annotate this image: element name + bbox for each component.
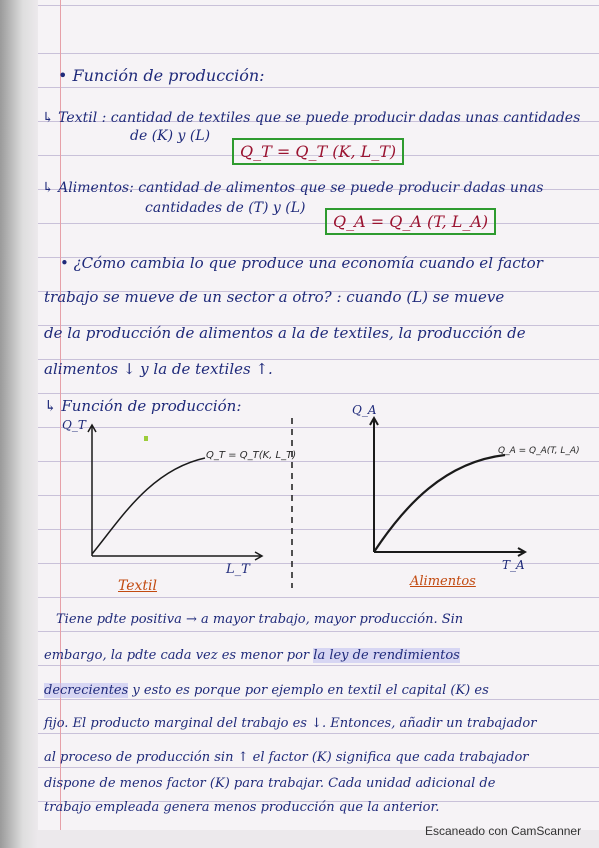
alimentos-formula-box: Q_A = Q_A (T, L_A) xyxy=(325,208,496,235)
left-curve-label: Q_T = Q_T(K, L_T) xyxy=(206,450,297,461)
alimentos-line-1: ↳ Alimentos: cantidad de alimentos que se puede producir dadas unas xyxy=(42,180,544,196)
right-curve-label: Q_A = Q_A(T, L_A) xyxy=(498,446,580,456)
explanation-line-2-text: embargo, la pdte cada vez es menor por xyxy=(44,648,310,663)
explanation-line-7: trabajo empleada genera menos producción que la anterior. xyxy=(44,800,440,815)
scanner-watermark: Escaneado con CamScanner xyxy=(425,824,582,838)
right-graph-caption: Alimentos xyxy=(410,574,476,589)
subheading: ↳ Función de producción: xyxy=(44,397,242,415)
alimentos-line-2: cantidades de (T) y (L) xyxy=(145,200,306,216)
left-graph-caption: Textil xyxy=(118,578,158,594)
right-y-axis-label: Q_A xyxy=(352,403,377,417)
textil-line-1: ↳ Textil : cantidad de textiles que se puede producir dadas unas cantidades xyxy=(42,110,581,126)
left-x-axis-label: L_T xyxy=(226,562,250,577)
question-line-4: alimentos ↓ y la de textiles ↑. xyxy=(44,360,273,378)
left-y-axis-label: Q_T xyxy=(62,418,86,432)
explanation-line-2 xyxy=(44,648,460,663)
explanation-line-5: al proceso de producción sin ↑ el factor (K) significa que cada trabajador xyxy=(44,750,529,765)
right-x-axis-label: T_A xyxy=(502,558,525,572)
explanation-line-3 xyxy=(44,683,489,698)
textil-line-2: de (K) y (L) xyxy=(130,128,211,144)
explanation-line-3-text: y esto es porque por ejemplo en textil el capital (K) es xyxy=(128,683,489,698)
textil-formula-box: Q_T = Q_T (K, L_T) xyxy=(232,138,404,165)
question-line-1: • ¿Cómo cambia lo que produce una economía cuando el factor xyxy=(60,254,543,272)
page-heading: • Función de producción: xyxy=(58,66,265,85)
explanation-line-4: fijo. El producto marginal del trabajo es ↓. Entonces, añadir un trabajador xyxy=(44,716,537,731)
explanation-line-1: Tiene pdte positiva → a mayor trabajo, mayor producción. Sin xyxy=(56,612,464,627)
highlight-decrecientes: decrecientes xyxy=(44,683,129,698)
question-line-2: trabajo se mueve de un sector a otro? : cuando (L) se mueve xyxy=(44,288,505,306)
highlight-ley-rendimientos: la ley de rendimientos xyxy=(313,648,460,663)
question-line-3: de la producción de alimentos a la de textiles, la producción de xyxy=(44,324,526,342)
explanation-line-6: dispone de menos factor (K) para trabajar. Cada unidad adicional de xyxy=(44,776,496,791)
